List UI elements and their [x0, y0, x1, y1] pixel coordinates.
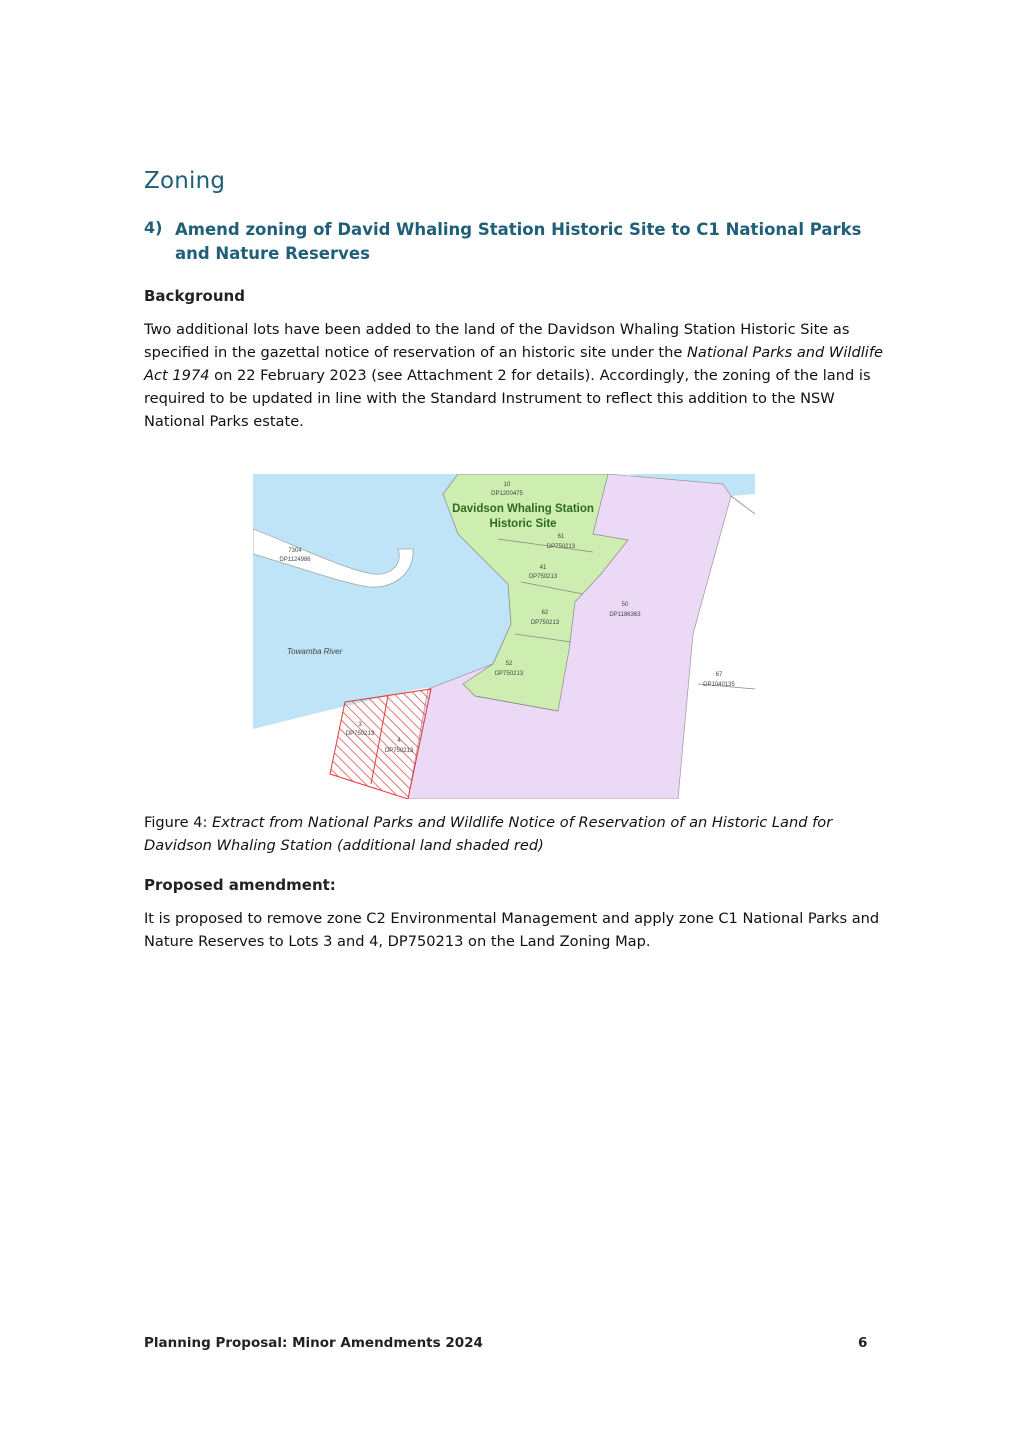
caption-prefix: Figure 4:: [144, 814, 213, 831]
background-text-1: Two additional lots have been added to the land of the Davidson Whaling Station Historic Site as specified in the gazettal notice of reservation of an historic site under the: [144, 321, 850, 361]
lot-label: 3: [358, 722, 362, 728]
dp-label: DP750213: [546, 544, 576, 550]
site-title-line-2: Historic Site: [489, 518, 557, 530]
dp-label: DP1186363: [609, 612, 641, 618]
lot-label: 4: [397, 738, 401, 744]
lot-label: 61: [557, 534, 565, 540]
lot-label: 10: [503, 482, 511, 488]
dp-label: DP1040135: [703, 682, 735, 688]
lot-label: 7304: [288, 548, 302, 554]
proposed-amendment-heading: Proposed amendment:: [144, 876, 336, 894]
section-title: Zoning: [144, 168, 226, 194]
lot-label: 41: [539, 565, 547, 571]
item-number: 4): [144, 218, 163, 237]
lot-label: 52: [505, 661, 513, 667]
dp-label: DP750213: [530, 620, 560, 626]
proposed-amendment-text: It is proposed to remove zone C2 Environmental Management and apply zone C1 National Parks and Nature Reserves to Lots 3 and 4, DP750213 on the Land Zoning Map.: [144, 910, 880, 950]
footer-title: Planning Proposal: Minor Amendments 2024: [144, 1335, 483, 1351]
map-svg: [253, 474, 755, 799]
dp-label: DP750213: [494, 671, 524, 677]
item-title: Amend zoning of David Whaling Station Historic Site to C1 National Parks and Nature Reserves: [175, 220, 862, 263]
dp-label: DP1200475: [491, 491, 523, 497]
background-heading: Background: [144, 287, 245, 305]
site-title-line-1: Davidson Whaling Station: [452, 503, 594, 515]
caption-text: Extract from National Parks and Wildlife Notice of Reservation of an Historic Land for Davidson Whaling Station (additional land shaded red): [144, 814, 833, 854]
dp-label: DP750213: [345, 731, 375, 737]
page-number: 6: [858, 1335, 868, 1351]
background-paragraph: [144, 318, 884, 433]
river-label: Towamba River: [287, 647, 343, 656]
dp-label: DP750213: [528, 574, 558, 580]
dp-label: DP750213: [384, 748, 414, 754]
lot-label: 67: [715, 672, 723, 678]
zoning-map: [253, 474, 755, 799]
lot-label: 62: [541, 610, 549, 616]
dp-label: DP1124986: [279, 557, 311, 563]
figure-caption: [144, 811, 884, 857]
lot-label: 50: [621, 602, 629, 608]
background-text-2: on 22 February 2023 (see Attachment 2 for details). Accordingly, the zoning of the land is required to be updated in line with the Standard Instrument to reflect this addition to the NSW National Parks estate.: [144, 367, 871, 430]
act-name: National Parks and Wildlife Act 1974: [144, 344, 883, 384]
